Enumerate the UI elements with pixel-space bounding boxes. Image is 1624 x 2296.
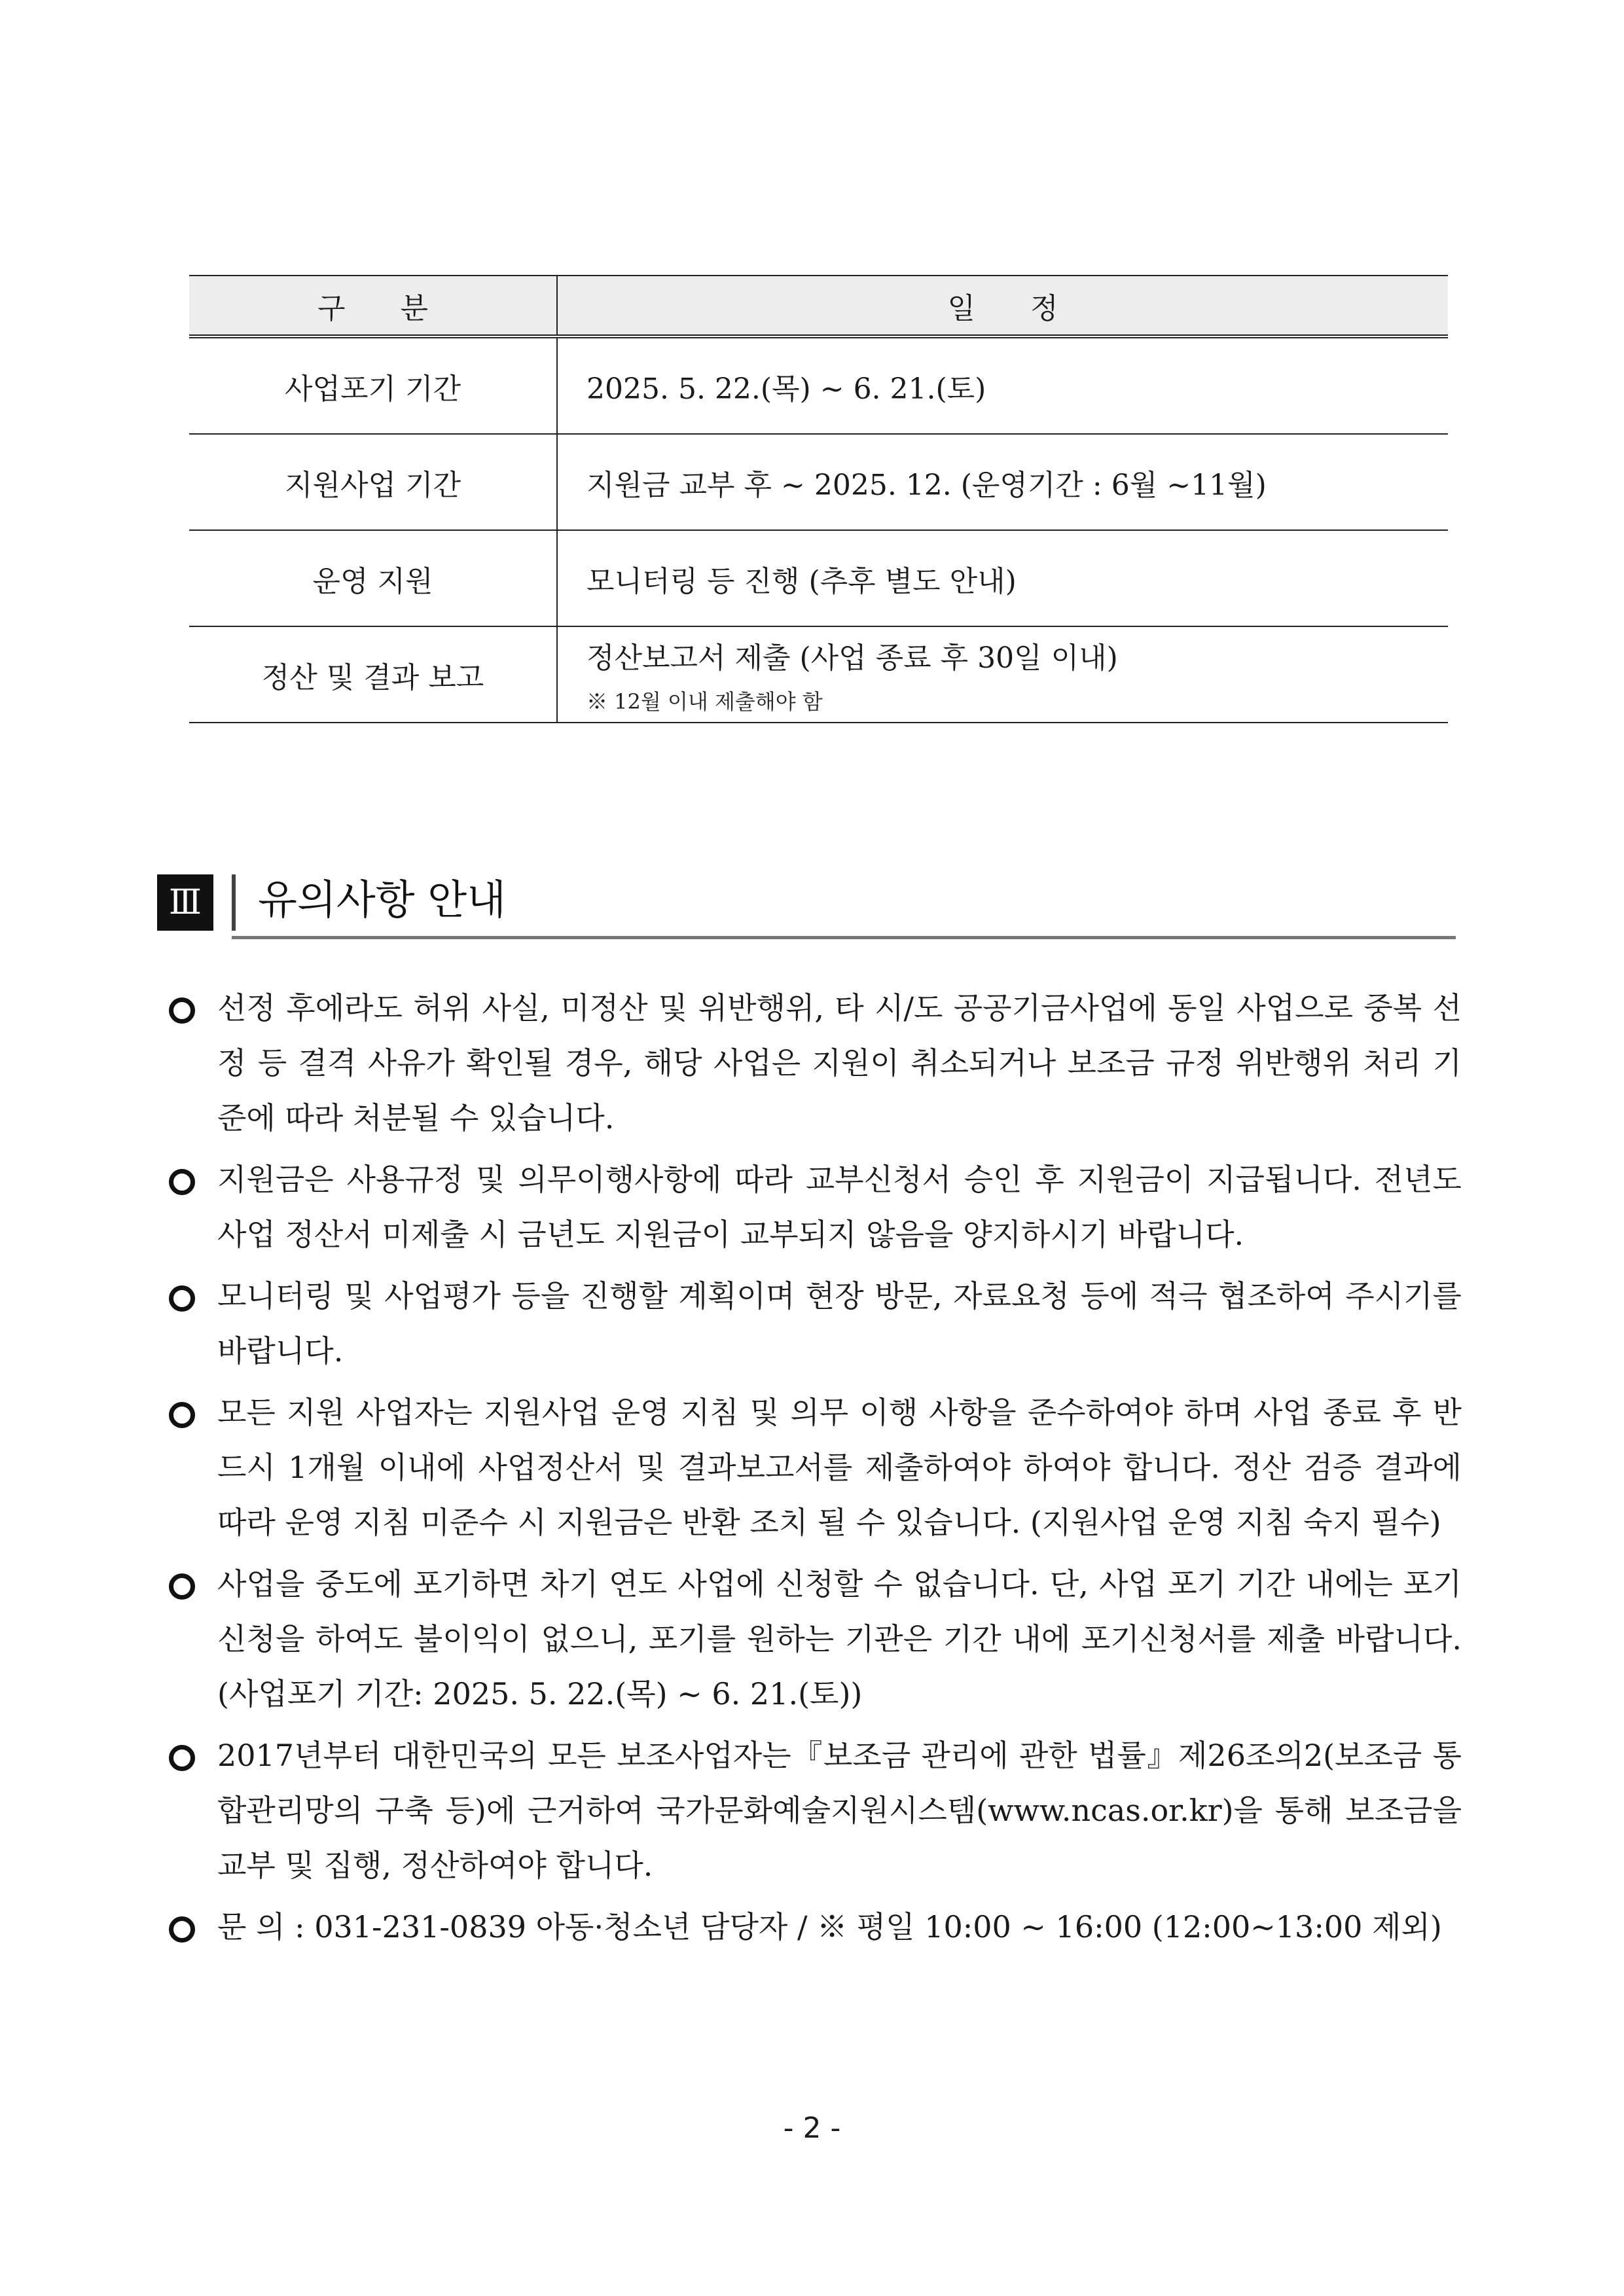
header-category: 구 분	[189, 276, 557, 336]
circle-bullet-icon	[169, 1916, 195, 1943]
row-note: ※ 12월 이내 제출해야 함	[586, 689, 823, 714]
circle-bullet-icon	[169, 1745, 195, 1771]
table-row	[189, 530, 1448, 626]
notice-item	[169, 1268, 1462, 1378]
header-schedule: 일 정	[557, 276, 1448, 336]
row-schedule: 모니터링 등 진행 (추후 별도 안내)	[557, 530, 1448, 626]
circle-bullet-icon	[169, 997, 195, 1024]
notice-text: 2017년부터 대한민국의 모든 보조사업자는『보조금 관리에 관한 법률』제26조의2(보조금 통합관리망의 구축 등)에 근거하여 국가문화예술지원시스템(www.ncas.or.kr)을 통해 보조금을 교부 및 집행, 정산하여야 합니다.	[217, 1738, 1462, 1883]
circle-bullet-icon	[169, 1402, 195, 1428]
notice-item	[169, 980, 1462, 1145]
notice-item	[169, 1385, 1462, 1550]
page-number: - 2 -	[783, 2111, 841, 2145]
row-schedule: 정산보고서 제출 (사업 종료 후 30일 이내)	[586, 641, 1118, 675]
row-schedule-cell	[557, 626, 1448, 723]
circle-bullet-icon	[169, 1285, 195, 1312]
notice-item	[169, 1899, 1462, 1954]
notice-text: 선정 후에라도 허위 사실, 미정산 및 위반행위, 타 시/도 공공기금사업에 동일 사업으로 중복 선정 등 결격 사유가 확인될 경우, 해당 사업은 지원이 취소되거나 보조금 규정 위반행위 처리 기준에 따라 처분될 수 있습니다.	[217, 990, 1462, 1136]
notice-item	[169, 1728, 1462, 1893]
circle-bullet-icon	[169, 1573, 195, 1600]
notice-item	[169, 1152, 1462, 1262]
notice-text: 모든 지원 사업자는 지원사업 운영 지침 및 의무 이행 사항을 준수하여야 하며 사업 종료 후 반드시 1개월 이내에 사업정산서 및 결과보고서를 제출하여야 하여야 합니다. 정산 검증 결과에 따라 운영 지침 미준수 시 지원금은 반환 조치 될 수 있습니다. (지원사업 운영 지침 숙지 필수)	[217, 1395, 1462, 1540]
section-title: 유의사항 안내	[258, 876, 507, 924]
row-category: 운영 지원	[189, 530, 557, 626]
notice-text: 사업을 중도에 포기하면 차기 연도 사업에 신청할 수 없습니다. 단, 사업 포기 기간 내에는 포기신청을 하여도 불이익이 없으니, 포기를 원하는 기관은 기간 내에 포기신청서를 제출 바랍니다. (사업포기 기간: 2025. 5. 22.(목) ~ 6. 21.(토))	[217, 1566, 1462, 1712]
notice-item	[169, 1556, 1462, 1721]
row-category: 사업포기 기간	[189, 336, 557, 434]
section-number-badge: Ⅲ	[157, 874, 213, 931]
circle-bullet-icon	[169, 1169, 195, 1195]
row-category: 지원사업 기간	[189, 434, 557, 530]
table-row	[189, 336, 1448, 434]
notice-text: 문 의 : 031-231-0839 아동·청소년 담당자 / ※ 평일 10:00 ~ 16:00 (12:00~13:00 제외)	[217, 1909, 1442, 1945]
row-category: 정산 및 결과 보고	[189, 626, 557, 723]
notice-list	[169, 980, 1462, 1954]
table-header-row	[189, 276, 1448, 336]
row-schedule: 2025. 5. 22.(목) ~ 6. 21.(토)	[557, 336, 1448, 434]
section-underline	[232, 936, 1456, 939]
schedule-table	[189, 275, 1448, 723]
table-row	[189, 434, 1448, 530]
notice-text: 모니터링 및 사업평가 등을 진행할 계획이며 현장 방문, 자료요청 등에 적극 협조하여 주시기를 바랍니다.	[217, 1278, 1462, 1369]
table-row	[189, 626, 1448, 723]
notice-text: 지원금은 사용규정 및 의무이행사항에 따라 교부신청서 승인 후 지원금이 지급됩니다. 전년도 사업 정산서 미제출 시 금년도 지원금이 교부되지 않음을 양지하시기 바랍니다.	[217, 1162, 1462, 1252]
row-schedule: 지원금 교부 후 ~ 2025. 12. (운영기간 : 6월 ~11월)	[557, 434, 1448, 530]
section-divider	[232, 874, 236, 931]
